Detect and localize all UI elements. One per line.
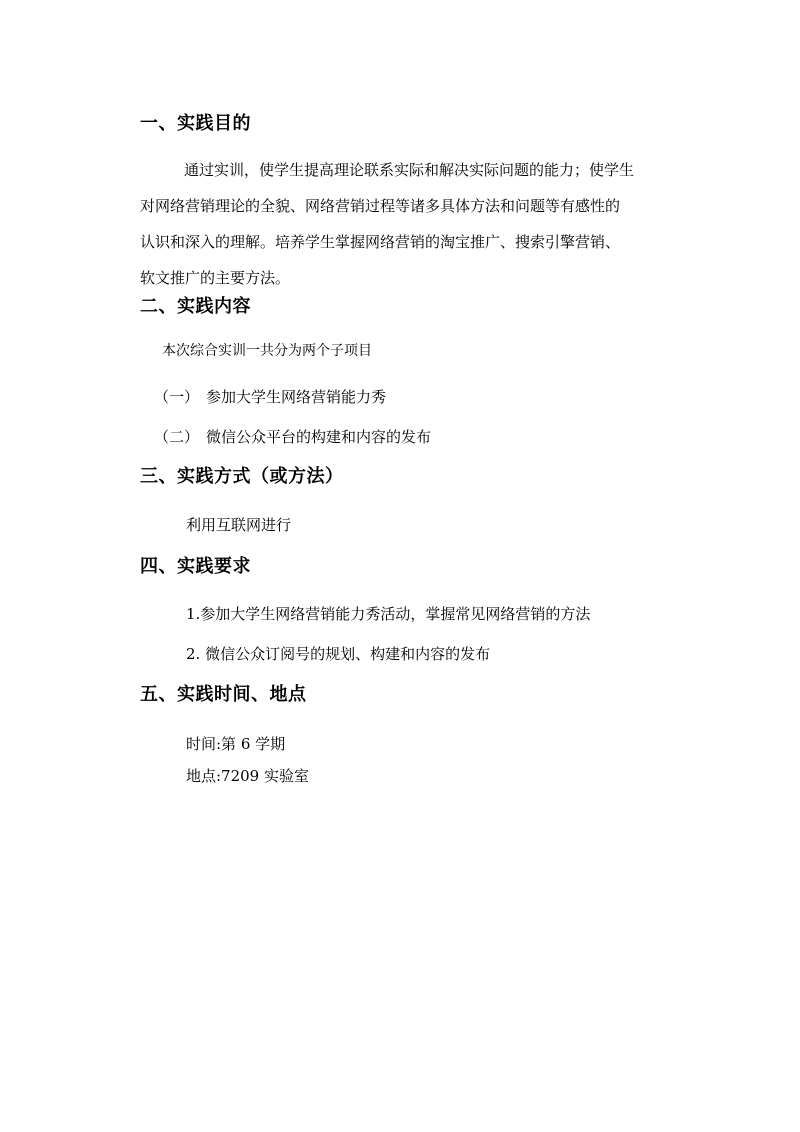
sub-project-item	[154, 426, 431, 447]
requirement-item: 2. 微信公众订阅号的规划、构建和内容的发布	[186, 645, 491, 663]
section-2-intro: 本次综合实训一共分为两个子项目	[162, 343, 372, 359]
sub-project-number: （一）	[154, 388, 200, 406]
section-1-heading: 一、实践目的	[140, 113, 251, 134]
sub-project-number: （二）	[154, 428, 200, 446]
section-2-heading: 二、实践内容	[140, 296, 251, 317]
paragraph-line: 通过实训，使学生提高理论联系实际和解决实际问题的能力；使学生	[184, 161, 635, 179]
section-3-heading: 三、实践方式（或方法）	[140, 466, 344, 487]
paragraph-line: 软文推广的主要方法。	[140, 269, 291, 287]
paragraph-line: 对网络营销理论的全貌、网络营销过程等诸多具体方法和问题等有感性的	[140, 197, 621, 215]
sub-project-text: 参加大学生网络营销能力秀	[206, 388, 387, 406]
sub-project-item	[154, 386, 386, 407]
sub-project-text: 微信公众平台的构建和内容的发布	[206, 428, 432, 446]
practice-place: 地点:7209 实验室	[186, 767, 309, 785]
section-4-heading: 四、实践要求	[140, 556, 251, 577]
practice-time: 时间:第 6 学期	[186, 735, 286, 753]
section-3-text: 利用互联网进行	[186, 516, 292, 534]
requirement-item: 1.参加大学生网络营销能力秀活动，掌握常见网络营销的方法	[186, 605, 591, 623]
section-5-heading: 五、实践时间、地点	[140, 684, 307, 705]
paragraph-line: 认识和深入的理解。培养学生掌握网络营销的淘宝推广、搜索引擎营销、	[140, 233, 621, 251]
section-1-paragraph	[140, 152, 680, 296]
